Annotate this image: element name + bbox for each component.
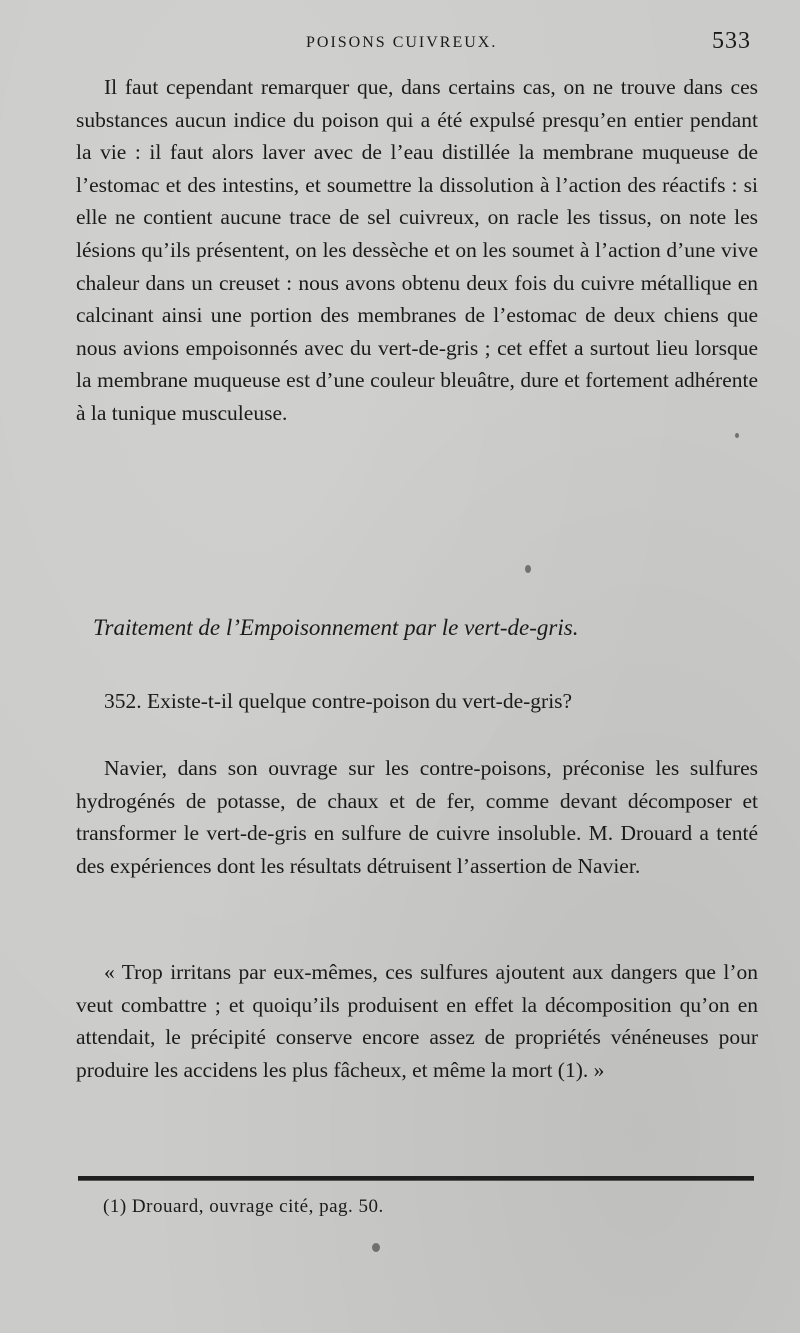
paper-speck [372, 1243, 380, 1252]
footnote: (1) Drouard, ouvrage cité, pag. 50. [103, 1196, 384, 1217]
body-paragraph-2 [76, 752, 758, 882]
question-text: 352. Existe-t-il quelque contre-poison du vert-de-gris? [104, 689, 573, 713]
paper-speck [735, 433, 739, 438]
body-paragraph-1 [76, 71, 758, 430]
paragraph-text: Il faut cependant remarquer que, dans certains cas, on ne trouve dans ces substances aucun indice du poison qui a été expulsé presqu’en entier pendant la vie : il faut alors laver avec de l’eau distillée la membrane muqueuse de l’estomac et des intestins, et soumettre la dissolution à l’action des réactifs : si elle ne contient aucune trace de sel cuivreux, on racle les tissus, on note les lésions qu’ils présentent, on les dessèche et on les soumet à l’action d’une vive chaleur dans un creuset : nous avons obtenu deux fois du cuivre métallique en calcinant ainsi une portion des membranes de l’estomac de deux chiens que nous avions empoisonnés avec du vert-de-gris ; cet effet a surtout lieu lorsque la membrane muqueuse est d’une couleur bleuâtre, dure et fortement adhérente à la tunique musculeuse. [76, 75, 758, 425]
paragraph-text: Navier, dans son ouvrage sur les contre-poisons, préconise les sulfures hydrogénés de potasse, de chaux et de fer, comme devant décomposer et transformer le vert-de-gris en sulfure de cuivre insoluble. M. Drouard a tenté des expériences dont les résultats détruisent l’assertion de Navier. [76, 756, 758, 878]
question-paragraph [76, 685, 758, 718]
section-title: Traitement de l’Empoisonnement par le vert-de-gris. [93, 615, 579, 640]
body-paragraph-3 [76, 956, 758, 1086]
footnote-divider [78, 1176, 754, 1181]
running-title: POISONS CUIVREUX. [306, 34, 498, 51]
paragraph-text: « Trop irritans par eux-mêmes, ces sulfures ajoutent aux dangers que l’on veut combattre ; et quoiqu’ils produisent en effet la décomposition qu’on en attendait, le précipité conserve encore assez de propriétés vénéneuses pour produire les accidens les plus fâcheux, et même la mort (1). » [76, 960, 758, 1082]
page-number: 533 [712, 28, 751, 54]
paper-speck [525, 565, 531, 573]
